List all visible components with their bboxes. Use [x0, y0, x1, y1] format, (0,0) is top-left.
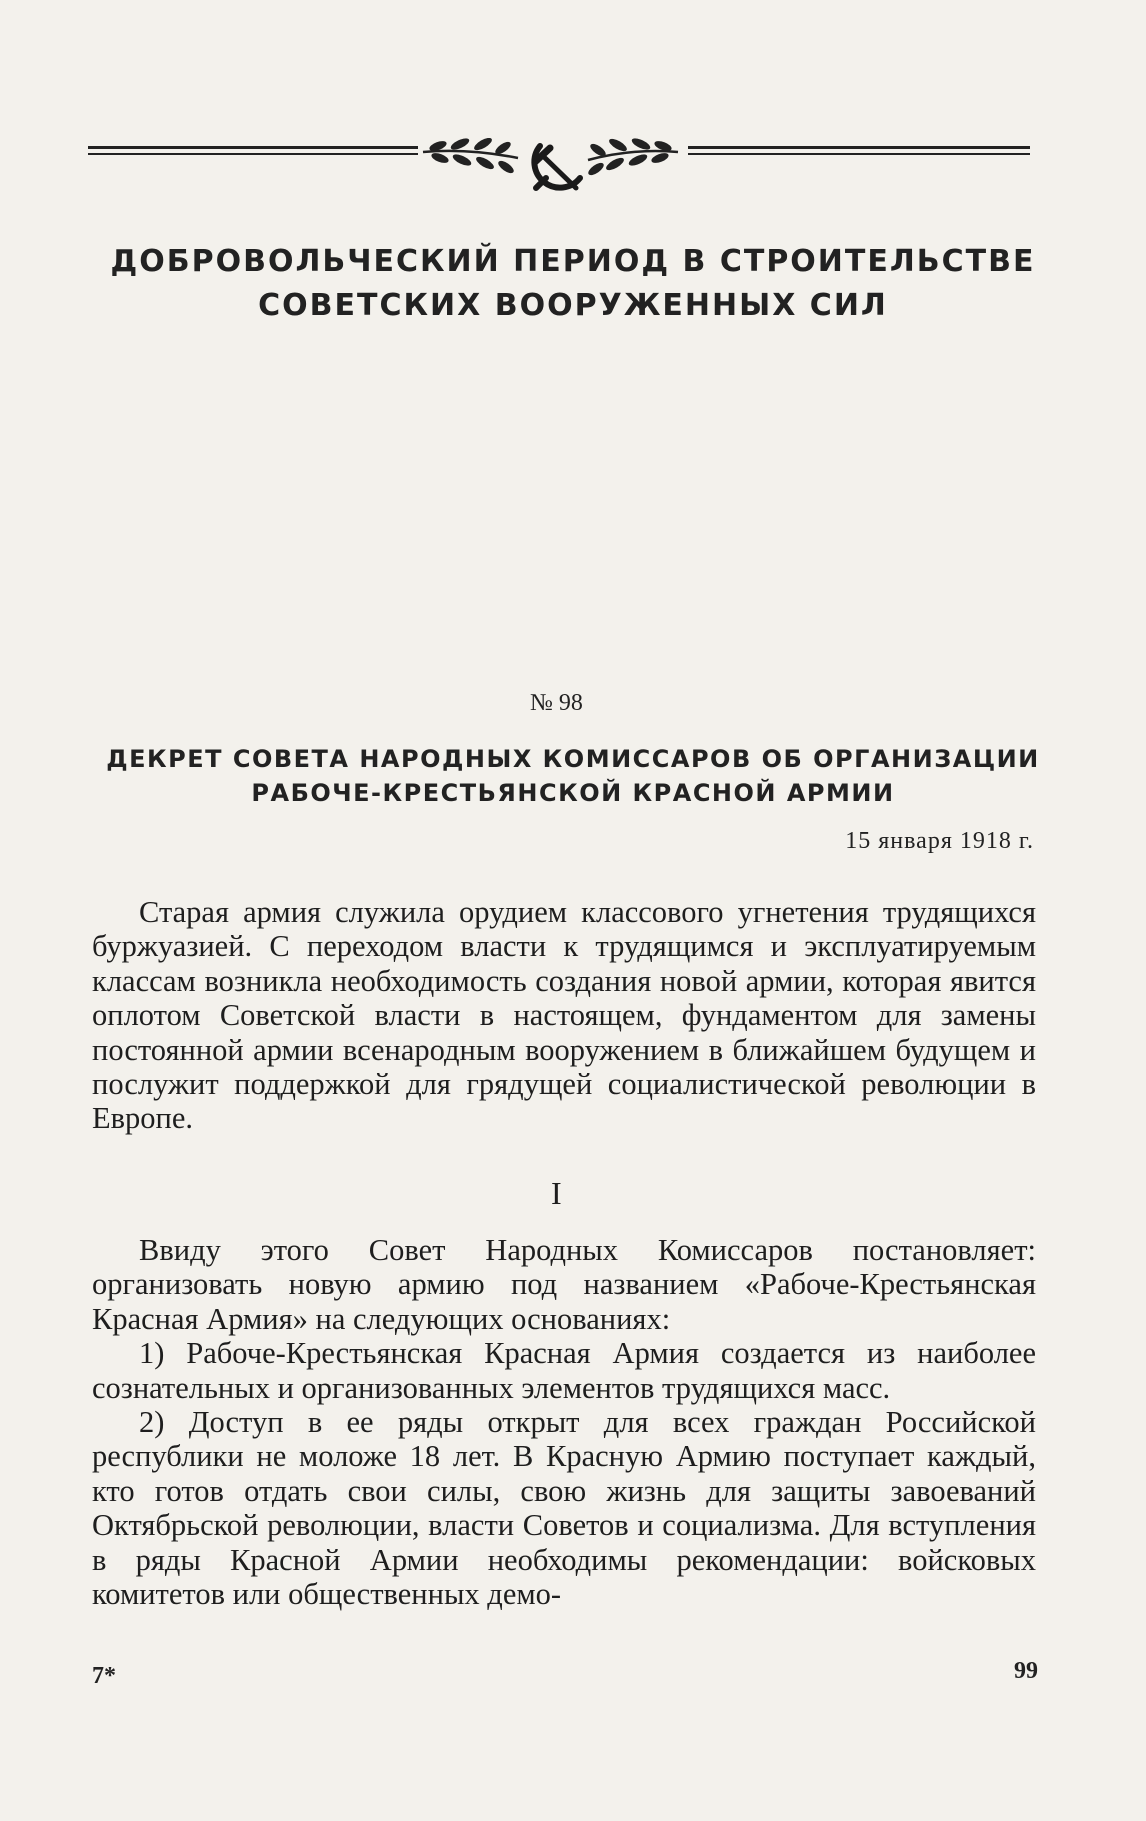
page-number: 99	[1014, 1658, 1038, 1684]
document-title	[80, 742, 1066, 810]
document-title-line-1: ДЕКРЕТ СОВЕТА НАРОДНЫХ КОМИССАРОВ ОБ ОРГАНИЗАЦИИ	[106, 745, 1040, 773]
intro-section	[92, 895, 1036, 1136]
signature-mark: 7*	[92, 1663, 116, 1689]
section-title-line-1: ДОБРОВОЛЬЧЕСКИЙ ПЕРИОД В СТРОИТЕЛЬСТВЕ	[110, 244, 1036, 279]
document-number: № 98	[530, 690, 583, 716]
section-title	[80, 240, 1066, 328]
intro-paragraph: Старая армия служила орудием классового угнетения трудящихся буржуазией. С переходом власти к трудящимся и эксплуатируемым классам возникла необходимость создания новой армии, которая явится оплотом Советской власти в настоящем, фундаментом для замены постоянной армии всенародным вооружением в ближайшем будущем и послужит поддержкой для грядущей социалистической революции в Европе.	[92, 895, 1036, 1136]
section-numeral: I	[551, 1175, 562, 1211]
main-section	[92, 1233, 1036, 1611]
resolution-paragraph: Ввиду этого Совет Народных Комиссаров постановляет: организовать новую армию под названием «Рабоче-Крестьянская Красная Армия» на следующих основаниях:	[92, 1233, 1036, 1336]
item-1-paragraph: 1) Рабоче-Крестьянская Красная Армия создается из наиболее сознательных и организованных элементов трудящихся масс.	[92, 1336, 1036, 1405]
item-2-paragraph: 2) Доступ в ее ряды открыт для всех граждан Российской республики не моложе 18 лет. В Красную Армию поступает каждый, кто готов отдать свои силы, свою жизнь для защиты завоеваний Октябрьской революции, власти Советов и социализма. Для вступления в ряды Красной Армии необходимы рекомендации: войсковых комитетов или общественных демо-	[92, 1405, 1036, 1612]
hammer-sickle-ornament-icon	[88, 138, 1030, 198]
document-date: 15 января 1918 г.	[845, 828, 1034, 854]
section-title-line-2: СОВЕТСКИХ ВООРУЖЕННЫХ СИЛ	[258, 288, 888, 323]
document-title-line-2: РАБОЧЕ-КРЕСТЬЯНСКОЙ КРАСНОЙ АРМИИ	[251, 779, 895, 807]
